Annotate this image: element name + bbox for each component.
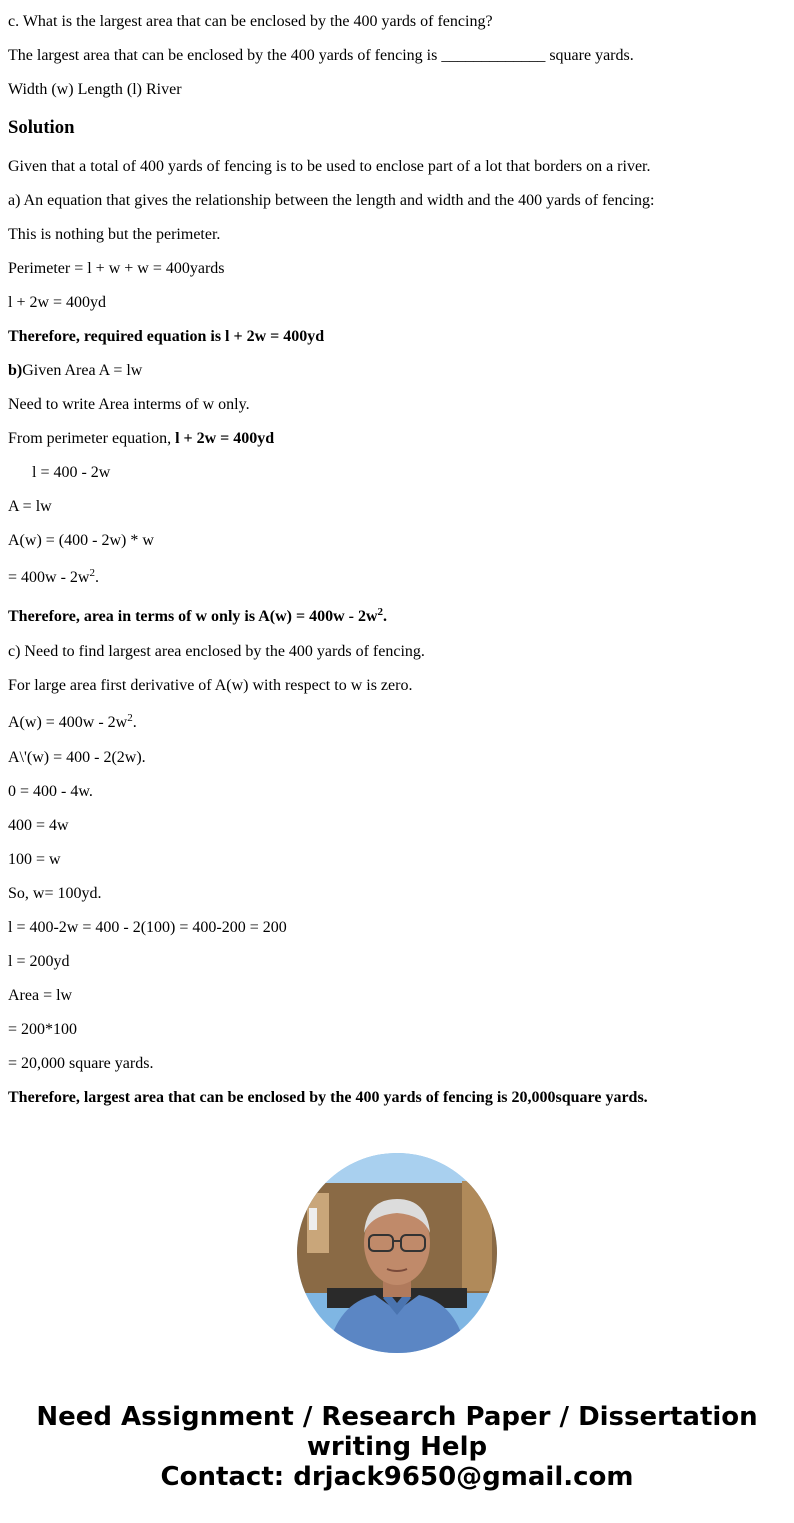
area-formula: Area = lw [8,987,73,1004]
footer-line-1: Need Assignment / Research Paper / Dissertation [36,1402,758,1432]
author-avatar [297,1153,497,1353]
area-multiplication: = 200*100 [8,1021,78,1038]
aw-text: A(w) = 400w - 2w [8,714,128,731]
area-expanded [8,568,99,588]
author-portrait [297,1153,497,1353]
w-result: So, w= 100yd. [8,885,102,902]
exponent: 2 [377,606,384,618]
given-text: Given that a total of 400 yards of fencing is to be used to enclose part of a lot that borders on a river. [8,158,651,175]
perimeter-note: This is nothing but the perimeter. [8,226,221,243]
exponent: 2 [89,567,95,579]
footer-contact: Contact: drjack9650@gmail.com [160,1462,634,1492]
therefore-a: Therefore, required equation is l + 2w = 400yd [8,328,325,345]
therefore-b-text: Therefore, area in terms of w only is A(w) = 400w - 2w [8,608,378,625]
part-b-text: Given Area A = lw [22,362,143,379]
footer-line-2: writing Help [306,1432,488,1462]
from-perimeter-eq: l + 2w = 400yd [175,430,275,447]
part-c: c) Need to find largest area enclosed by the 400 yards of fencing. [8,643,425,660]
hundred-w-equation: 100 = w [8,851,61,868]
derivative-equation: A\'(w) = 400 - 2(2w). [8,749,146,766]
contact-footer [0,1402,794,1492]
zero-equation: 0 = 400 - 4w. [8,783,93,800]
exponent: 2 [127,712,133,724]
area-lw: A = lw [8,498,52,515]
period: . [94,569,99,586]
perimeter-equation: Perimeter = l + w + w = 400yards [8,260,225,277]
period: . [132,714,137,731]
simplified-equation: l + 2w = 400yd [8,294,107,311]
part-a: a) An equation that gives the relationship between the length and width and the 400 yards of fencing: [8,192,655,209]
part-b-label: b) [8,362,23,379]
solution-heading: Solution [8,117,75,138]
area-in-w: A(w) = (400 - 2w) * w [8,532,154,549]
therefore-b [8,607,387,627]
l-calculation: l = 400-2w = 400 - 2(100) = 400-200 = 200 [8,919,287,936]
diagram-labels: Width (w) Length (l) River [8,81,182,98]
part-b [8,361,142,381]
derivative-note: For large area first derivative of A(w) with respect to w is zero. [8,677,413,694]
therefore-c: Therefore, largest area that can be enclosed by the 400 yards of fencing is 20,000square yards. [8,1089,648,1106]
l-equation: l = 400 - 2w [32,464,111,481]
l-result: l = 200yd [8,953,70,970]
four-w-equation: 400 = 4w [8,817,69,834]
aw-equation [8,713,137,733]
question-c: c. What is the largest area that can be enclosed by the 400 yards of fencing? [8,13,493,30]
answer-blank: The largest area that can be enclosed by the 400 yards of fencing is _____________ square yards. [8,47,634,64]
area-expanded-text: = 400w - 2w [8,569,90,586]
period: . [383,608,388,625]
need-area: Need to write Area interms of w only. [8,396,250,413]
area-result: = 20,000 square yards. [8,1055,154,1072]
from-perimeter-text: From perimeter equation, [8,430,176,447]
from-perimeter [8,429,274,449]
